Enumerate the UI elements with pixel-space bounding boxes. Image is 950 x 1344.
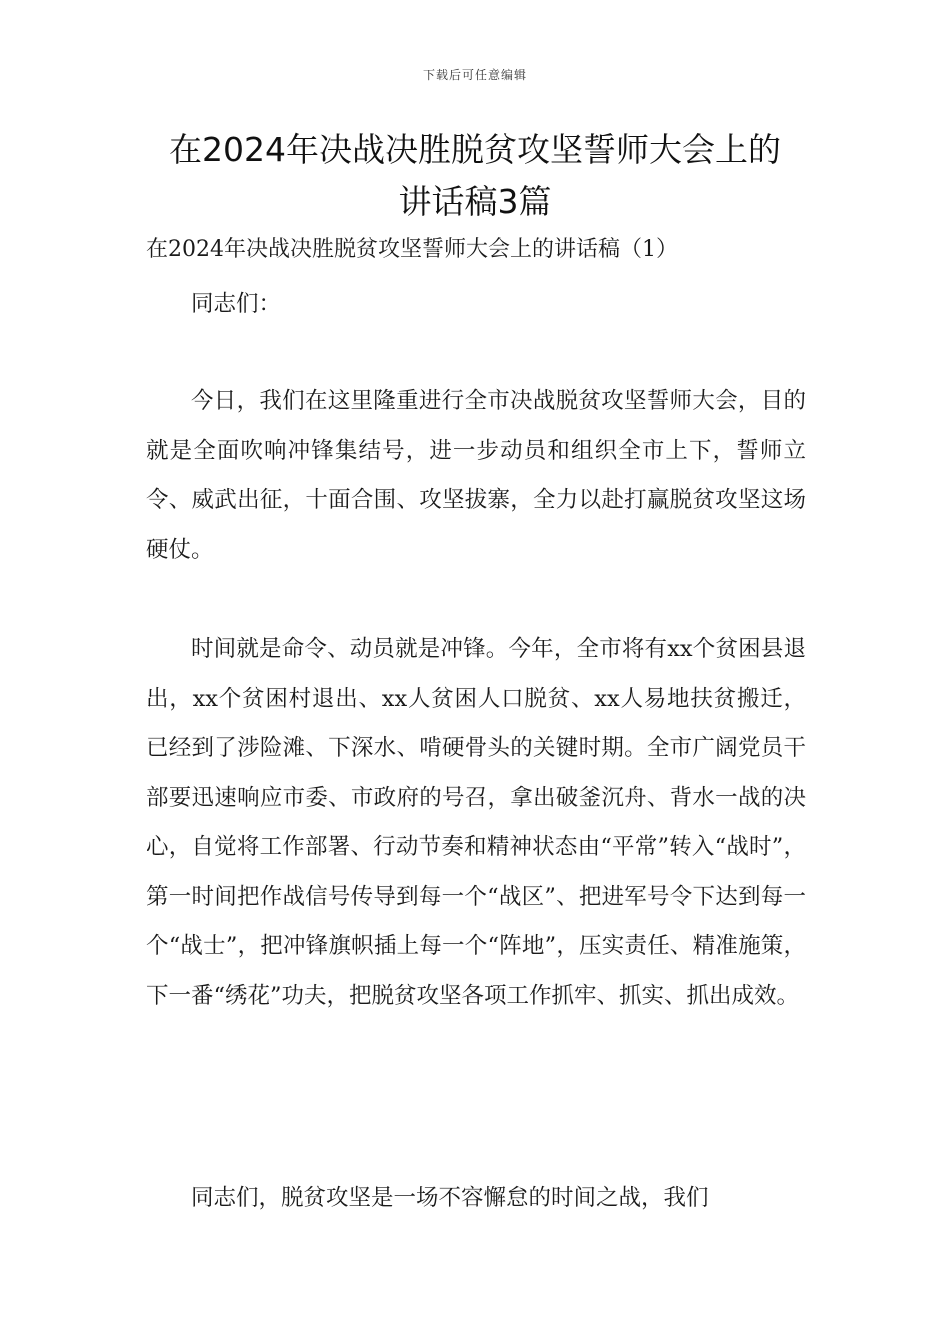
document-subtitle: 在2024年决战决胜脱贫攻坚誓师大会上的讲话稿（1） (146, 237, 678, 262)
paragraph-2: 时间就是命令、动员就是冲锋。今年，全市将有xx个贫困县退出，xx个贫困村退出、xx人贫困人口脱贫、xx人易地扶贫搬迁，已经到了涉险滩、下深水、啃硬骨头的关键时期。全市广阔党员干部要迅速响应市委、市政府的号召，拿出破釜沉舟、背水一战的决心，自觉将工作部署、行动节奏和精神状态由“平常”转入“战时”，第一时间把作战信号传导到每一个“战区”、把进军号令下达到每一个“战士”，把冲锋旗帜插上每一个“阵地”，压实责任、精准施策，下一番“绣花”功夫，把脱贫攻坚各项工作抓牢、抓实、抓出成效。 (146, 636, 806, 1009)
paragraph-1: 今日，我们在这里隆重进行全市决战脱贫攻坚誓师大会，目的就是全面吹响冲锋集结号，进一步动员和组织全市上下，誓师立令、威武出征，十面合围、攻坚拔寨，全力以赴打赢脱贫攻坚这场硬仗。 (146, 388, 806, 563)
title-line-2: 讲话稿3篇 (398, 182, 552, 221)
header-note: 下载后可任意编辑 (422, 68, 527, 82)
paragraph-3: 同志们，脱贫攻坚是一场不容懈怠的时间之战，我们 (191, 1185, 709, 1211)
greeting: 同志们： (191, 291, 282, 317)
title-line-1: 在2024年决战决胜脱贫攻坚誓师大会上的 (169, 130, 781, 169)
document-title (120, 124, 830, 228)
